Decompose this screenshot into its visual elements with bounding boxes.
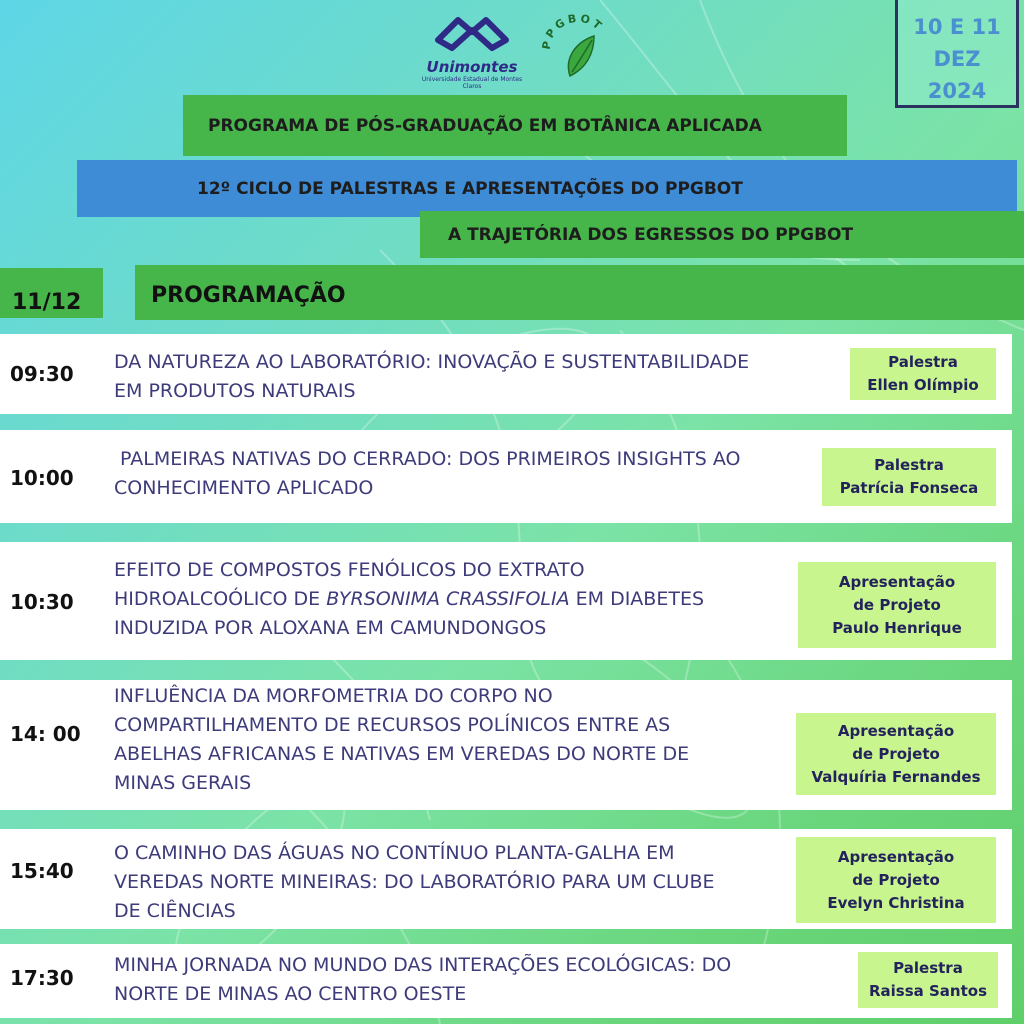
speaker-name: Paulo Henrique: [832, 618, 962, 637]
session-title-line: MINAS GERAIS: [114, 772, 252, 794]
session-title-line: VEREDAS NORTE MINEIRAS: DO LABORATÓRIO PARA UM CLUBE: [114, 871, 715, 893]
date-month: DEZ: [933, 47, 981, 71]
speaker-name: Patrícia Fonseca: [839, 479, 979, 497]
ppgbot-logo-text: PPGBOT: [539, 11, 607, 51]
schedule-row: [0, 944, 1012, 1018]
cycle-title: 12º CICLO DE PALESTRAS E APRESENTAÇÕES DO PPGBOT: [197, 178, 743, 199]
date-year: 2024: [927, 79, 987, 103]
session-title-line: MINHA JORNADA NO MUNDO DAS INTERAÇÕES ECOLÓGICAS: DO: [114, 954, 732, 976]
speaker-name: Raissa Santos: [868, 982, 988, 1000]
schedule-row: [0, 829, 1012, 929]
session-type-tag: [798, 562, 996, 648]
session-time: 09:30: [10, 362, 74, 386]
title-segment: HIDROALCOÓLICO DE: [114, 588, 327, 610]
unimontes-logo: [416, 10, 528, 90]
session-type: Palestra: [874, 456, 944, 474]
program-title: PROGRAMA DE PÓS-GRADUAÇÃO EM BOTÂNICA APLICADA: [208, 115, 762, 136]
theme-title-bar: [420, 211, 1024, 258]
session-title-line: COMPARTILHAMENTO DE RECURSOS POLÍNICOS ENTRE AS: [114, 714, 671, 736]
ppgbot-leaf-icon: [536, 6, 620, 90]
session-title-line: CONHECIMENTO APLICADO: [114, 477, 374, 499]
session-type-tag: [796, 837, 996, 923]
session-type: Apresentação: [838, 572, 956, 591]
session-time: 10:30: [10, 590, 74, 614]
unimontes-name: Unimontes: [426, 58, 518, 76]
ppgbot-logo: [536, 6, 620, 90]
unimontes-emblem-icon: [432, 10, 512, 52]
session-title: [114, 839, 715, 926]
unimontes-subtitle: Universidade Estadual de Montes Claros: [421, 76, 523, 90]
session-title: [114, 348, 749, 406]
session-type-tag: [822, 448, 996, 506]
session-type: de Projeto: [852, 744, 940, 763]
title-segment: EM DIABETES: [569, 588, 705, 610]
session-time: 10:00: [10, 466, 74, 490]
svg-text:PPGBOT: [540, 12, 607, 51]
session-title: [114, 951, 731, 1009]
session-title-line: O CAMINHO DAS ÁGUAS NO CONTÍNUO PLANTA-GALHA EM: [114, 842, 675, 864]
session-title-line: ABELHAS AFRICANAS E NATIVAS EM VEREDAS DO NORTE DE: [114, 743, 690, 765]
program-title-bar: [183, 95, 847, 156]
session-type: de Projeto: [852, 870, 940, 889]
event-date-box: [895, 0, 1019, 108]
session-title-line: DA NATUREZA AO LABORATÓRIO: INOVAÇÃO E SUSTENTABILIDADE: [114, 351, 750, 373]
speaker-name: Evelyn Christina: [827, 893, 965, 912]
session-title: [114, 682, 689, 798]
schedule-row: [0, 334, 1012, 414]
session-title: [114, 445, 740, 503]
session-type: Apresentação: [837, 847, 955, 866]
session-time: 14: 00: [10, 722, 81, 746]
session-title-line: INFLUÊNCIA DA MORFOMETRIA DO CORPO NO: [114, 685, 553, 707]
speaker-name: Valquíria Fernandes: [811, 767, 981, 786]
session-time: 15:40: [10, 859, 74, 883]
session-title-line: PALMEIRAS NATIVAS DO CERRADO: DOS PRIMEIROS INSIGHTS AO: [114, 448, 741, 470]
speaker-name: Ellen Olímpio: [867, 376, 979, 394]
schedule-row: [0, 680, 1012, 810]
section-title: PROGRAMAÇÃO: [135, 265, 1024, 320]
session-type-tag: [796, 713, 996, 795]
schedule-day: 11/12: [0, 268, 103, 318]
session-time: 17:30: [10, 966, 74, 990]
schedule-row: [0, 430, 1012, 523]
session-title-line: EM PRODUTOS NATURAIS: [114, 380, 356, 402]
session-type-tag: [858, 952, 998, 1008]
session-type: Apresentação: [837, 721, 955, 740]
cycle-title-bar: [77, 160, 1017, 217]
schedule-row: [0, 542, 1012, 660]
session-title: [114, 556, 704, 643]
date-days: 10 E 11: [913, 15, 1001, 39]
session-title-line: NORTE DE MINAS AO CENTRO OESTE: [114, 983, 467, 1005]
theme-title: A TRAJETÓRIA DOS EGRESSOS DO PPGBOT: [448, 224, 854, 245]
session-title-line: [114, 585, 704, 614]
species-name: BYRSONIMA CRASSIFOLIA: [326, 588, 570, 610]
session-title-line: EFEITO DE COMPOSTOS FENÓLICOS DO EXTRATO: [114, 559, 585, 581]
session-title-line: DE CIÊNCIAS: [114, 900, 236, 922]
session-type: Palestra: [888, 353, 958, 371]
session-type: Palestra: [893, 959, 963, 977]
session-type: de Projeto: [853, 595, 941, 614]
session-title-line: INDUZIDA POR ALOXANA EM CAMUNDONGOS: [114, 617, 547, 639]
session-type-tag: [850, 348, 996, 400]
